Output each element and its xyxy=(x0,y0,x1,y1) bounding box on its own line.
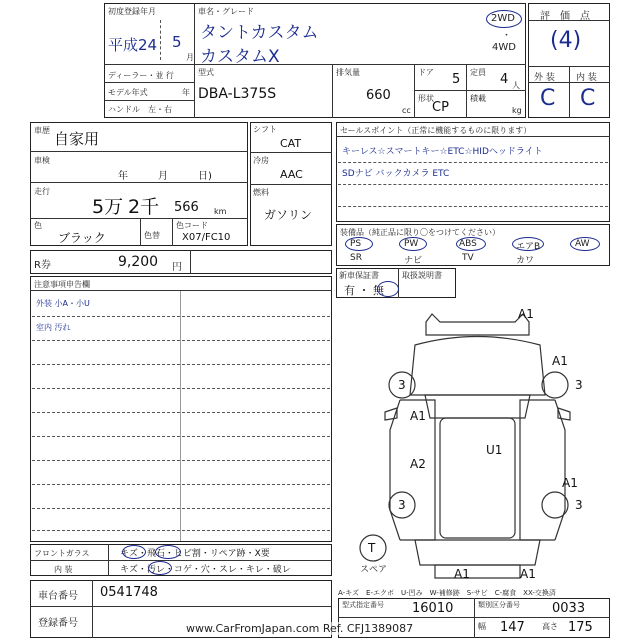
shift-label: シフト xyxy=(253,125,277,134)
yen-unit: 円 xyxy=(172,262,182,273)
exterior-score: C xyxy=(540,86,556,111)
front-glass-label: フロントガラス xyxy=(34,549,90,558)
fuel-value: ガソリン xyxy=(264,208,313,222)
first-reg-label: 初度登録年月 xyxy=(108,7,156,16)
shift-value: CAT xyxy=(280,137,302,150)
fuel-label: 燃料 xyxy=(253,188,269,197)
capacity-label: 定員 xyxy=(470,68,486,77)
capacity: 4 xyxy=(500,72,509,87)
mark-a2-left: A2 xyxy=(410,457,426,471)
displacement: 660 xyxy=(366,88,391,103)
mark-3-left-front: 3 xyxy=(398,378,406,392)
drive-2wd: 2WD xyxy=(491,13,515,24)
interior-score: C xyxy=(580,86,596,111)
equip-leather: カワ xyxy=(516,256,535,266)
mark-u1-body: U1 xyxy=(486,443,503,457)
color-change-label: 色替 xyxy=(144,231,160,240)
interior-items: キズ・汚レ・コゲ・穴・スレ・キレ・破レ xyxy=(120,565,291,575)
door-label: ドア xyxy=(418,68,434,77)
equip-pw: PW xyxy=(404,239,419,249)
equip-aw: AW xyxy=(575,239,590,249)
month-unit: 月 xyxy=(186,53,194,62)
load-label: 積載 xyxy=(470,94,486,103)
type-spec-value: 16010 xyxy=(412,601,454,616)
shape-label: 形状 xyxy=(418,94,434,103)
interior-label: 内 装 xyxy=(576,73,597,83)
grade: カスタムX xyxy=(200,47,280,67)
name-grade-label: 車名・グレード xyxy=(198,7,254,16)
exterior-label: 外 装 xyxy=(534,73,555,83)
history-value: 自家用 xyxy=(54,130,100,148)
spare-label: スペア xyxy=(360,565,388,575)
first-reg-era: 平成24 xyxy=(108,36,158,54)
width-label: 幅 xyxy=(478,622,486,631)
model-code: DBA-L375S xyxy=(198,86,277,102)
mileage-rest: 566 xyxy=(174,200,199,215)
record-label: 取扱説明書 xyxy=(402,271,442,280)
history-label: 車歴 xyxy=(34,126,50,135)
damage-legend: A-キズ E-エクボ U-凹み W-補修跡 S-サビ C-腐食 XX-交換済 xyxy=(338,589,556,597)
kg-unit: kg xyxy=(512,106,522,115)
sales-line-1: キーレス☆スマートキー☆ETC☆HIDヘッドライト xyxy=(342,147,543,157)
equip-navi: ナビ xyxy=(404,256,423,266)
mark-3-left-rear: 3 xyxy=(398,498,406,512)
model-label: 型式 xyxy=(198,68,214,77)
color-code-label: 色コード xyxy=(176,221,208,230)
dealer-label: ディーラー・並 行 xyxy=(108,71,174,80)
sales-line-2: SDナビ バックカメラ ETC xyxy=(342,169,450,179)
inspection-value: 年 月 日) xyxy=(118,171,212,182)
mark-a1-rear-left: A1 xyxy=(454,567,470,581)
year-unit: 年 xyxy=(182,88,190,97)
mark-a1-left: A1 xyxy=(410,409,426,423)
car-name: タントカスタム xyxy=(200,23,319,43)
mark-t-spare: T xyxy=(368,541,376,555)
equip-airbag: エアB xyxy=(516,242,541,252)
warranty-label: 新車保証書 xyxy=(339,271,379,280)
equip-abs: ABS xyxy=(459,239,477,249)
ac-value: AAC xyxy=(280,168,303,181)
sales-label: セールスポイント（正常に機能するものに限ります） xyxy=(340,126,532,135)
chassis-label: 車台番号 xyxy=(38,591,78,602)
height-label: 高さ xyxy=(542,622,558,631)
height-value: 175 xyxy=(568,620,593,635)
km-unit: km xyxy=(214,207,227,216)
equip-sr: SR xyxy=(350,253,362,263)
mark-3-right-front: 3 xyxy=(575,378,583,392)
car-diagram xyxy=(345,300,610,585)
first-reg-month: 5 xyxy=(172,33,182,51)
drive-4wd: 4WD xyxy=(492,42,516,53)
type-spec-label: 型式指定番号 xyxy=(342,601,384,609)
mileage-label: 走行 xyxy=(34,187,50,196)
chassis-value: 0541748 xyxy=(100,585,158,600)
shape: CP xyxy=(432,100,449,115)
notes-line-2: 室内 汚れ xyxy=(36,323,71,332)
class-label: 類別区分番号 xyxy=(478,601,520,609)
displacement-label: 排気量 xyxy=(336,68,360,77)
width-value: 147 xyxy=(500,620,525,635)
mileage-sen: 2千 xyxy=(128,196,160,218)
warranty-value: 有 ・ 無 xyxy=(344,284,384,297)
class-value: 0033 xyxy=(552,601,586,616)
person-unit: 人 xyxy=(512,81,520,90)
equip-tv: TV xyxy=(462,253,474,263)
notes-line-1: 外装 小A・小U xyxy=(36,299,90,308)
notes-label: 注意事項申告欄 xyxy=(34,280,90,289)
registration-label: 登録番号 xyxy=(38,618,78,629)
recycle-label: R券 xyxy=(34,260,51,271)
inspection-label: 車検 xyxy=(34,156,50,165)
equipment-label: 装備品（純正品に限り〇をつけてください） xyxy=(340,228,500,237)
interior-glass-label: 内 装 xyxy=(54,565,73,574)
handle-label: ハンドル 左・右 xyxy=(108,105,172,114)
color-code: X07/FC10 xyxy=(182,232,231,243)
watermark: www.CarFromJapan.com Ref. CFJ1389087 xyxy=(186,622,414,635)
rating-score: (4) xyxy=(550,28,582,53)
color-value: ブラック xyxy=(58,231,106,245)
mark-a1-right-front: A1 xyxy=(552,354,568,368)
color-label: 色 xyxy=(34,221,42,230)
rating-label: 評 価 点 xyxy=(540,11,590,22)
ac-label: 冷房 xyxy=(253,156,269,165)
mark-3-right-rear: 3 xyxy=(575,498,583,512)
mark-a1-top: A1 xyxy=(518,307,534,321)
mark-a1-rear-right: A1 xyxy=(520,567,536,581)
mileage-man: 5万 xyxy=(92,196,124,218)
model-year-label: モデル年式 xyxy=(108,88,148,97)
doors: 5 xyxy=(452,72,461,87)
recycle-value: 9,200 xyxy=(118,254,159,270)
front-glass-items: キズ・飛石・ヒビ割・リペア跡・X要 xyxy=(120,549,270,559)
mark-a1-right-rear: A1 xyxy=(562,476,578,490)
equip-ps: PS xyxy=(350,239,362,249)
cc-unit: cc xyxy=(402,106,411,115)
